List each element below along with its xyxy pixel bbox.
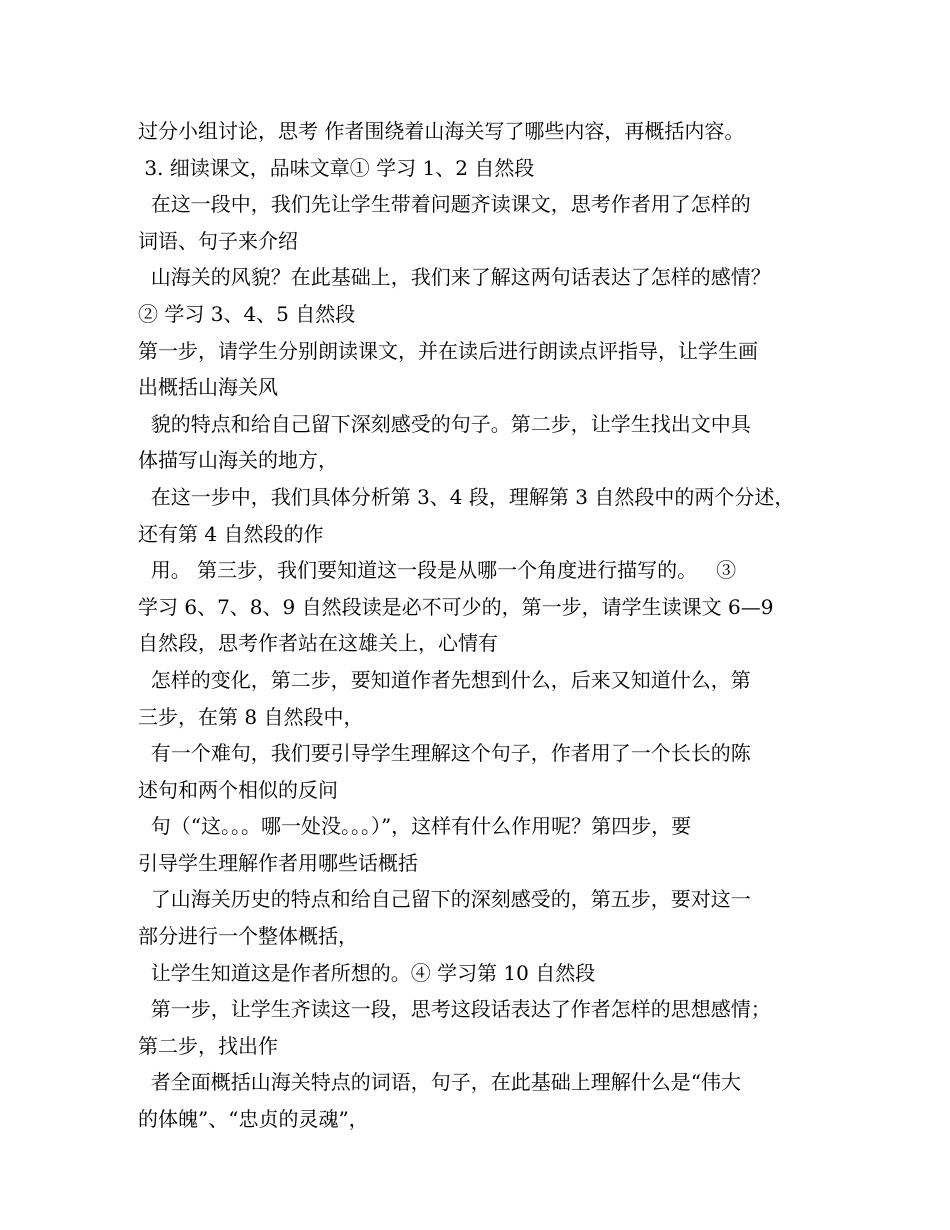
text-line: 怎样的变化，第二步，要知道作者先想到什么，后来又知道什么，第 — [138, 667, 751, 692]
text-line: 用。 第三步，我们要知道这一段是从哪一个角度进行描写的。 ③ — [138, 558, 737, 583]
text-line: 词语、句子来介绍 — [138, 228, 298, 253]
text-line: 第二步，找出作 — [138, 1033, 278, 1058]
text-line: ② 学习 3、4、5 自然段 — [138, 301, 356, 326]
text-line: 让学生知道这是作者所想的。④ 学习第 10 自然段 — [138, 960, 596, 985]
text-line: 貌的特点和给自己留下深刻感受的句子。第二步，让学生找出文中具 — [138, 411, 751, 436]
text-line: 三步，在第 8 自然段中， — [138, 704, 364, 729]
text-line: 3. 细读课文，品味文章① 学习 1、2 自然段 — [138, 155, 535, 180]
text-line: 句（“这。。。哪一处没。。。）”，这样有什么作用呢？第四步，要 — [138, 814, 692, 839]
text-line: 还有第 4 自然段的作 — [138, 521, 324, 546]
text-line: 第一步，请学生分别朗读课文，并在读后进行朗读点评指导，让学生画 — [138, 338, 758, 363]
text-line: 述句和两个相似的反问 — [138, 777, 338, 802]
text-line: 学习 6、7、8、9 自然段读是必不可少的，第一步，请学生读课文 6—9 — [138, 594, 774, 619]
text-line: 过分小组讨论，思考 作者围绕着山海关写了哪些内容，再概括内容。 — [138, 119, 745, 143]
text-line: 山海关的风貌？在此基础上，我们来了解这两句话表达了怎样的感情？ — [138, 265, 771, 290]
document-body — [138, 113, 828, 1138]
text-line: 有一个难句，我们要引导学生理解这个句子，作者用了一个长长的陈 — [138, 741, 751, 766]
text-line: 了山海关历史的特点和给自己留下的深刻感受的，第五步，要对这一 — [138, 887, 751, 912]
text-line: 在这一步中，我们具体分析第 3、4 段，理解第 3 自然段中的两个分述， — [138, 484, 795, 509]
text-line: 第一步，让学生齐读这一段，思考这段话表达了作者怎样的思想感情； — [138, 997, 771, 1022]
text-line: 在这一段中，我们先让学生带着问题齐读课文，思考作者用了怎样的 — [138, 192, 751, 217]
text-line: 的体魄”、“忠贞的灵魂”， — [138, 1107, 369, 1132]
text-line: 自然段，思考作者站在这雄关上，心情有 — [138, 631, 498, 656]
text-line: 体描写山海关的地方， — [138, 448, 338, 473]
text-line: 部分进行一个整体概括， — [138, 924, 358, 949]
text-line: 出概括山海关风 — [138, 375, 278, 400]
text-line: 者全面概括山海关特点的词语，句子，在此基础上理解什么是“伟大 — [138, 1070, 741, 1095]
text-line: 引导学生理解作者用哪些话概括 — [138, 850, 418, 875]
